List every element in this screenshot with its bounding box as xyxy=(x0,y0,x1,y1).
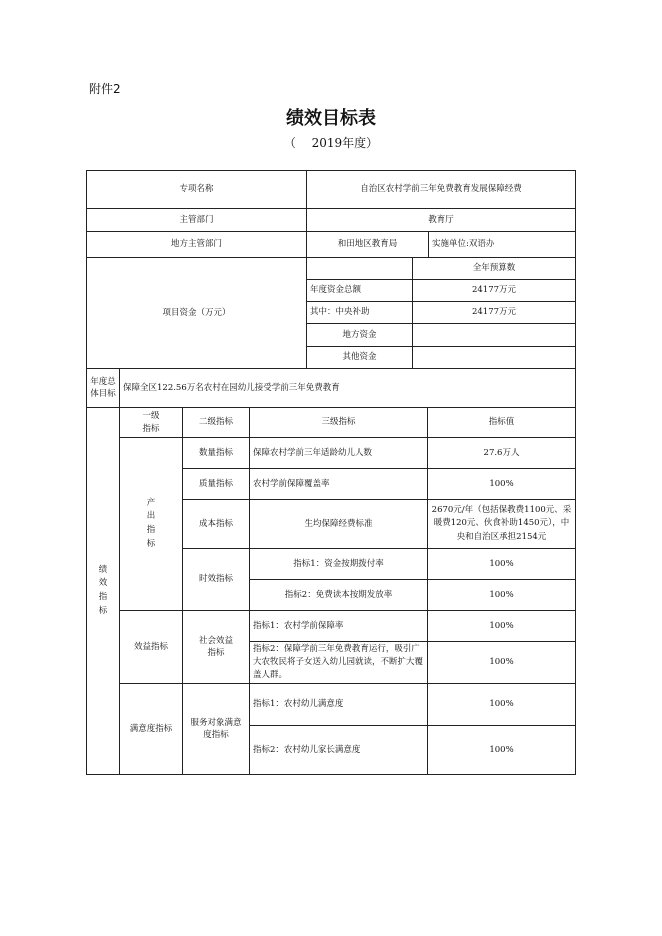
time-indicator-1: 指标1：资金按期拨付率 xyxy=(249,548,428,580)
quantity-label: 数量指标 xyxy=(182,437,250,469)
cost-label: 成本指标 xyxy=(182,499,250,549)
cost-value: 2670元/年（包括保教费1100元、采暖费120元、伙食补助1450元），中央和自治区承担2154元 xyxy=(427,499,576,549)
social-value-2: 100% xyxy=(427,641,576,684)
funds-total-label: 年度资金总额 xyxy=(306,279,413,302)
local-dept-label: 地方主管部门 xyxy=(86,231,307,258)
quantity-indicator: 保障农村学前三年适龄幼儿人数 xyxy=(249,437,428,469)
funds-label: 项目资金（万元） xyxy=(86,257,307,369)
funds-budget-header: 全年预算数 xyxy=(412,257,576,280)
header-level2: 二级指标 xyxy=(182,407,250,438)
quantity-value: 27.6万人 xyxy=(427,437,576,469)
time-value-2: 100% xyxy=(427,579,576,611)
output-indicators: 产出指标 xyxy=(119,437,183,611)
social-indicator-1: 指标1：农村学前保障率 xyxy=(249,610,428,642)
dept-value: 教育厅 xyxy=(306,208,576,232)
funds-blank-header xyxy=(306,257,413,280)
cost-indicator: 生均保障经费标准 xyxy=(249,499,428,549)
benefit-indicators: 效益指标 xyxy=(119,610,183,684)
satisfaction-value-1: 100% xyxy=(427,683,576,726)
quality-label: 质量指标 xyxy=(182,468,250,500)
funds-central-value: 24177万元 xyxy=(412,301,576,324)
time-value-1: 100% xyxy=(427,548,576,580)
time-label: 时效指标 xyxy=(182,548,250,611)
header-level1: 一级指标 xyxy=(119,407,183,438)
header-level3: 三级指标 xyxy=(249,407,428,438)
dept-label: 主管部门 xyxy=(86,208,307,232)
funds-central-label: 其中：中央补助 xyxy=(306,301,413,324)
attachment-label: 附件2 xyxy=(89,82,121,96)
impl-unit: 实施单位:双语办 xyxy=(428,231,576,258)
overall-goal-label: 年度总体目标 xyxy=(86,368,120,408)
satisfaction-value-2: 100% xyxy=(427,725,576,775)
satisfaction-indicator-2: 指标2：农村幼儿家长满意度 xyxy=(249,725,428,775)
social-value-1: 100% xyxy=(427,610,576,642)
satisfaction-indicators: 满意度指标 xyxy=(119,683,183,775)
project-name-value: 自治区农村学前三年免费教育发展保障经费 xyxy=(306,170,576,209)
funds-other-label: 其他资金 xyxy=(306,346,413,369)
funds-local-value xyxy=(412,323,576,347)
overall-goal-value: 保障全区122.56万名农村在园幼儿接受学前三年免费教育 xyxy=(119,368,576,408)
funds-other-value xyxy=(412,346,576,369)
quality-value: 100% xyxy=(427,468,576,500)
performance-label: 绩效指标 xyxy=(86,407,120,775)
project-name-label: 专项名称 xyxy=(86,170,307,209)
page-title: 绩效目标表 xyxy=(286,108,376,129)
year-subtitle: （ 2019年度） xyxy=(283,136,379,150)
local-dept-value: 和田地区教育局 xyxy=(306,231,429,258)
social-indicator-2: 指标2：保障学前三年免费教育运行，吸引广大农牧民将子女送入幼儿园就读，不断扩大覆盖人群。 xyxy=(249,641,428,684)
satisfaction-indicator-1: 指标1：农村幼儿满意度 xyxy=(249,683,428,726)
funds-local-label: 地方资金 xyxy=(306,323,413,347)
social-benefit-label: 社会效益指标 xyxy=(182,610,250,684)
time-indicator-2: 指标2：免费读本按期发放率 xyxy=(249,579,428,611)
service-satisfaction-label: 服务对象满意度指标 xyxy=(182,683,250,775)
quality-indicator: 农村学前保障覆盖率 xyxy=(249,468,428,500)
funds-total-value: 24177万元 xyxy=(412,279,576,302)
header-value: 指标值 xyxy=(427,407,576,438)
